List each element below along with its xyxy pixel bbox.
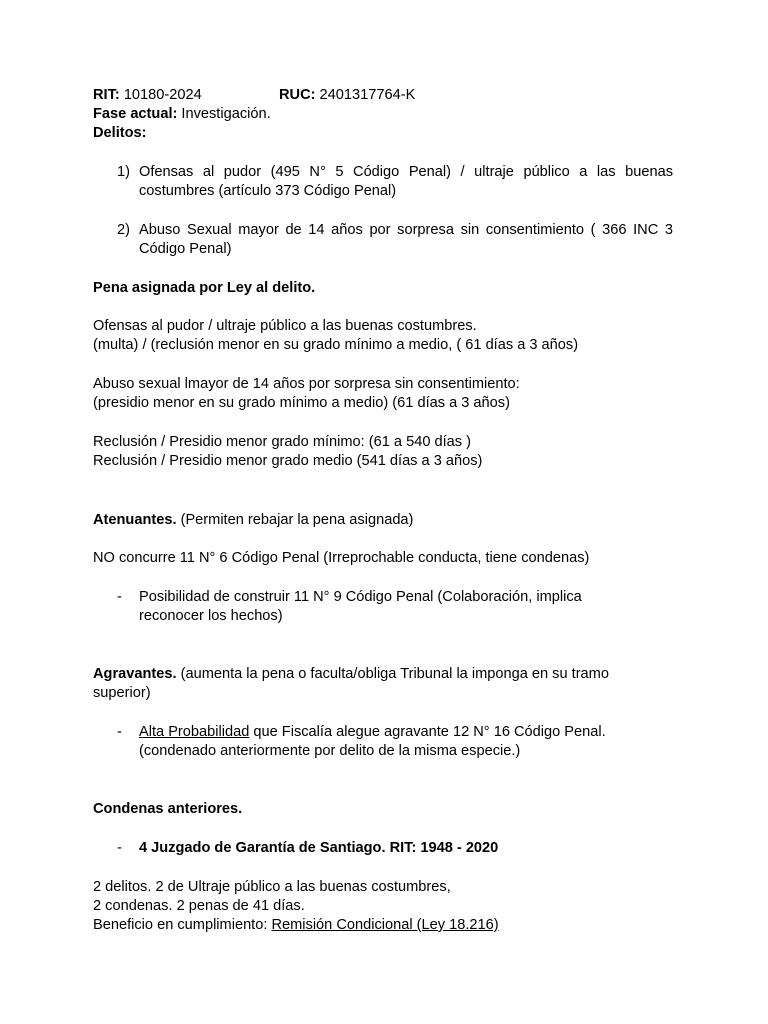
fase-label: Fase actual:: [93, 106, 178, 122]
agravantes-bullet-rest: que Fiscalía alegue agravante 12 N° 16 Código Penal.: [249, 724, 606, 740]
condenas-bullet-dash: -: [117, 840, 122, 856]
atenuantes-bullet-dash: -: [117, 589, 122, 605]
agravantes-heading: Agravantes.: [93, 666, 177, 682]
agravantes-heading-line: [93, 665, 609, 684]
pena-p3-line2: Reclusión / Presidio menor grado medio (541 días a 3 años): [93, 453, 483, 469]
agravantes-bullet-dash: -: [117, 724, 122, 740]
delitos-label: Delitos:: [93, 125, 147, 141]
delito-2-number: 2): [117, 222, 130, 238]
beneficio-prefix: Beneficio en cumplimiento:: [93, 917, 272, 933]
rit-value: 10180-2024: [123, 87, 202, 103]
delito-1-line2: costumbres (artículo 373 Código Penal): [139, 183, 397, 199]
condenas-line1: 2 delitos. 2 de Ultraje público a las buenas costumbres,: [93, 879, 451, 895]
alta-probabilidad-underlined: Alta Probabilidad: [139, 724, 250, 740]
fase-value: Investigación.: [181, 106, 271, 122]
agravantes-bullet-line2: (condenado anteriormente por delito de la misma especie.): [139, 743, 521, 759]
ruc-line: [279, 86, 415, 105]
pena-p1-line2: (multa) / (reclusión menor en su grado mínimo a medio, ( 61 días a 3 años): [93, 337, 579, 353]
rit-line: [93, 86, 202, 105]
delito-1-line1: Ofensas al pudor (495 N° 5 Código Penal) / ultraje público a las buenas: [139, 164, 673, 180]
rit-label: RIT:: [93, 87, 120, 103]
pena-p3-line1: Reclusión / Presidio menor grado mínimo: (61 a 540 días ): [93, 434, 471, 450]
atenuantes-heading-rest: (Permiten rebajar la pena asignada): [176, 512, 414, 528]
ruc-label: RUC:: [279, 87, 316, 103]
pena-heading: Pena asignada por Ley al delito.: [93, 280, 316, 296]
pena-p2-line2: (presidio menor en su grado mínimo a medio) (61 días a 3 años): [93, 395, 510, 411]
condenas-line2: 2 condenas. 2 penas de 41 días.: [93, 898, 305, 914]
atenuantes-bullet-line1: Posibilidad de construir 11 N° 9 Código Penal (Colaboración, implica: [139, 589, 582, 605]
condenas-heading: Condenas anteriores.: [93, 801, 243, 817]
atenuantes-heading: Atenuantes.: [93, 512, 177, 528]
atenuantes-heading-line: [93, 511, 413, 530]
agravantes-bullet-line1: [139, 723, 606, 742]
delito-1-number: 1): [117, 164, 130, 180]
pena-p2-line1: Abuso sexual lmayor de 14 años por sorpresa sin consentimiento:: [93, 376, 520, 392]
atenuantes-line1: NO concurre 11 N° 6 Código Penal (Irreprochable conducta, tiene condenas): [93, 550, 590, 566]
atenuantes-bullet-line2: reconocer los hechos): [139, 608, 283, 624]
condenas-bullet-text: 4 Juzgado de Garantía de Santiago. RIT: 1948 - 2020: [139, 840, 499, 856]
condenas-line3: [93, 916, 499, 935]
ruc-value: 2401317764-K: [319, 87, 416, 103]
fase-line: [93, 105, 271, 124]
delito-2-line1: Abuso Sexual mayor de 14 años por sorpresa sin consentimiento ( 366 INC 3: [139, 222, 673, 238]
remision-condicional-text: Remisión Condicional (Ley 18.216): [271, 917, 499, 933]
delito-2-line2: Código Penal): [139, 241, 232, 257]
pena-p1-line1: Ofensas al pudor / ultraje público a las buenas costumbres.: [93, 318, 477, 334]
agravantes-heading-rest: (aumenta la pena o faculta/obliga Tribunal la imponga en su tramo: [176, 666, 609, 682]
agravantes-heading-line2: superior): [93, 685, 151, 701]
